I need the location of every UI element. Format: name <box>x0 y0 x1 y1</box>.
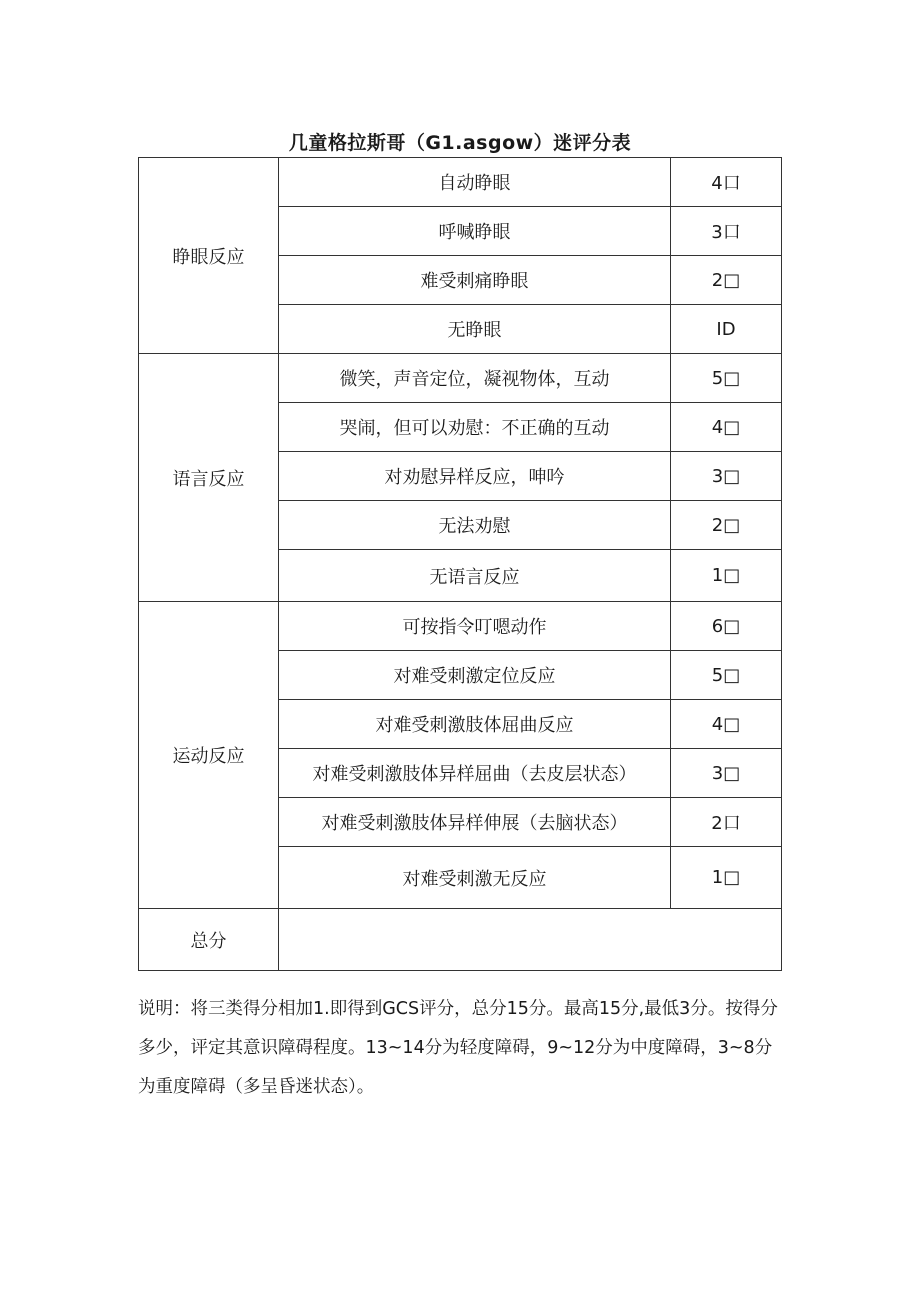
gcs-score-table <box>138 157 782 971</box>
criterion-cell: 无法劝慰 <box>279 501 671 550</box>
criterion-cell: 对劝慰异样反应，呻吟 <box>279 452 671 501</box>
criterion-cell: 自动睁眼 <box>279 158 671 207</box>
table-row <box>139 158 782 207</box>
criterion-cell: 对难受刺激肢体异样伸展（去脑状态） <box>279 798 671 847</box>
criterion-cell: 对难受刺激定位反应 <box>279 651 671 700</box>
criterion-cell: 无语言反应 <box>279 550 671 602</box>
score-cell: 2□ <box>671 256 782 305</box>
criterion-cell: 对难受刺激肢体屈曲反应 <box>279 700 671 749</box>
score-cell: 6□ <box>671 602 782 651</box>
criterion-cell: 无睁眼 <box>279 305 671 354</box>
criterion-cell: 微笑，声音定位，凝视物体，互动 <box>279 354 671 403</box>
score-cell: ID <box>671 305 782 354</box>
score-cell: 5□ <box>671 651 782 700</box>
page-title: 几童格拉斯哥（G1.asgow）迷评分表 <box>288 132 632 154</box>
total-label: 总分 <box>139 909 279 971</box>
score-cell: 2口 <box>671 798 782 847</box>
table-row <box>139 354 782 403</box>
score-cell: 1□ <box>671 847 782 909</box>
score-cell: 4□ <box>671 403 782 452</box>
category-motor-response: 运动反应 <box>139 602 279 909</box>
criterion-cell: 对难受刺激肢体异样屈曲（去皮层状态） <box>279 749 671 798</box>
score-cell: 3□ <box>671 452 782 501</box>
category-verbal-response: 语言反应 <box>139 354 279 602</box>
total-value-cell <box>279 909 782 971</box>
score-cell: 2□ <box>671 501 782 550</box>
criterion-cell: 呼喊睁眼 <box>279 207 671 256</box>
table-row <box>139 602 782 651</box>
criterion-cell: 难受刺痛睁眼 <box>279 256 671 305</box>
score-cell: 3口 <box>671 207 782 256</box>
criterion-cell: 对难受刺激无反应 <box>279 847 671 909</box>
score-cell: 3□ <box>671 749 782 798</box>
score-cell: 1□ <box>671 550 782 602</box>
criterion-cell: 哭闹，但可以劝慰：不正确的互动 <box>279 403 671 452</box>
criterion-cell: 可按指令叮嗯动作 <box>279 602 671 651</box>
total-row <box>139 909 782 971</box>
score-cell: 4口 <box>671 158 782 207</box>
explanation-note: 说明：将三类得分相加1.即得到GCS评分，总分15分。最高15分,最低3分。按得分多少，评定其意识障碍程度。13~14分为轻度障碍，9~12分为中度障碍，3~8分为重度障碍（多呈昏迷状态）。 <box>138 999 778 1097</box>
category-eye-opening: 睁眼反应 <box>139 158 279 354</box>
score-cell: 5□ <box>671 354 782 403</box>
score-cell: 4□ <box>671 700 782 749</box>
